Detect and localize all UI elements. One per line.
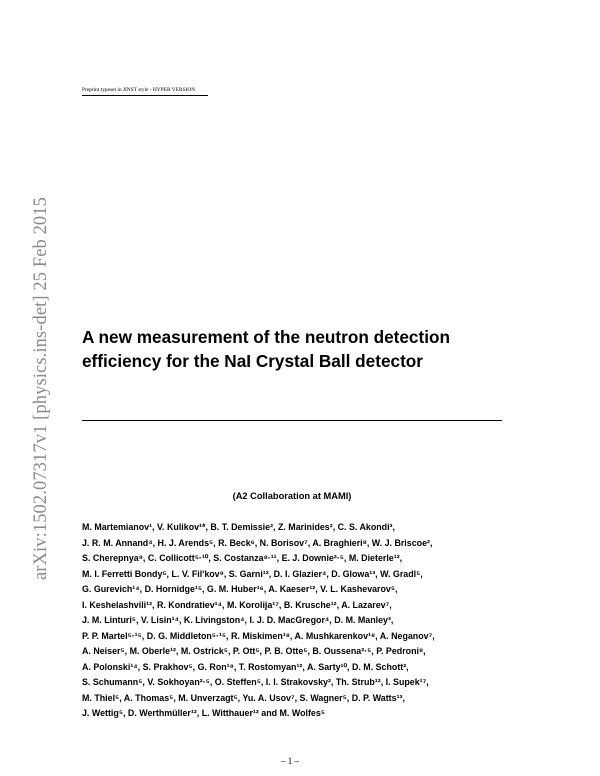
author-line: A. Neiser⁵, M. Oberle¹², M. Ostrick⁵, P. Ott⁵, P. B. Otte⁵, B. Oussena²·⁵, P. Pedroni⁸, bbox=[82, 646, 426, 656]
title-divider bbox=[82, 420, 502, 421]
title-line-2: efficiency for the NaI Crystal Ball detector bbox=[82, 351, 423, 371]
author-line: P. P. Martel⁵·¹⁵, D. G. Middleton⁵·¹⁵, R. Miskimen¹⁸, A. Mushkarenkov¹⁸, A. Neganov⁷, bbox=[82, 630, 435, 641]
author-line: M. I. Ferretti Bondy⁵, L. V. Fil'kov⁹, S. Garni¹², D. I. Glazier⁴, D. Glowa¹³, W. Gradl⁵, bbox=[82, 568, 423, 579]
arxiv-side-stamp bbox=[19, 160, 51, 580]
paper-title bbox=[82, 325, 512, 373]
author-line: J. R. M. Annand⁴, H. J. Arends⁵, R. Beck⁶, N. Borisov⁷, A. Braghieri⁸, W. J. Briscoe², bbox=[82, 537, 433, 548]
author-line: S. Cherepnya⁹, C. Collicott⁵·¹⁰, S. Costanza⁸·¹¹, E. J. Downie²·⁵, M. Dieterle¹², bbox=[82, 553, 403, 563]
author-line: G. Gurevich¹⁴, D. Hornidge¹⁵, G. M. Huber¹⁶, A. Kaeser¹², V. L. Kashevarov⁵, bbox=[82, 584, 398, 594]
author-line: J. Wettig⁵, D. Werthmüller¹², L. Witthauer¹² and M. Wolfes⁵ bbox=[82, 708, 325, 718]
author-line: A. Polonski¹⁴, S. Prakhov⁵, G. Ron¹⁹, T. Rostomyan¹², A. Sarty¹⁰, D. M. Schott², bbox=[82, 661, 409, 672]
arxiv-identifier: arXiv:1502.07317v1 [physics.ins-det] 25 Feb 2015 bbox=[31, 197, 51, 580]
author-line: J. M. Linturi⁵, V. Lisin¹⁴, K. Livingston⁴, I. J. D. MacGregor⁴, D. M. Manley³, bbox=[82, 615, 394, 625]
preprint-rule bbox=[82, 95, 208, 96]
author-line: S. Schumann⁵, V. Sokhoyan²·⁵, O. Steffen⁵, I. I. Strakovsky², Th. Strub¹², I. Supek¹⁷, bbox=[82, 677, 429, 687]
author-line: M. Thiel⁵, A. Thomas⁵, M. Unverzagt⁵, Yu. A. Usov⁷, S. Wagner⁵, D. P. Watts¹³, bbox=[82, 692, 405, 703]
author-line: M. Martemianov¹, V. Kulikov¹*, B. T. Demissie², Z. Marinides², C. S. Akondi³, bbox=[82, 522, 395, 532]
collaboration-name: (A2 Collaboration at MAMI) bbox=[232, 491, 352, 501]
title-line-1: A new measurement of the neutron detection bbox=[82, 327, 450, 347]
preprint-note: Preprint typeset in JINST style - HYPER VERSION bbox=[82, 87, 196, 93]
author-line: I. Keshelashvili¹², R. Kondratiev¹⁴, M. Korolija¹⁷, B. Krusche¹², A. Lazarev⁷, bbox=[82, 599, 392, 610]
page-number: – 1 – bbox=[281, 756, 299, 766]
author-list bbox=[82, 520, 522, 722]
